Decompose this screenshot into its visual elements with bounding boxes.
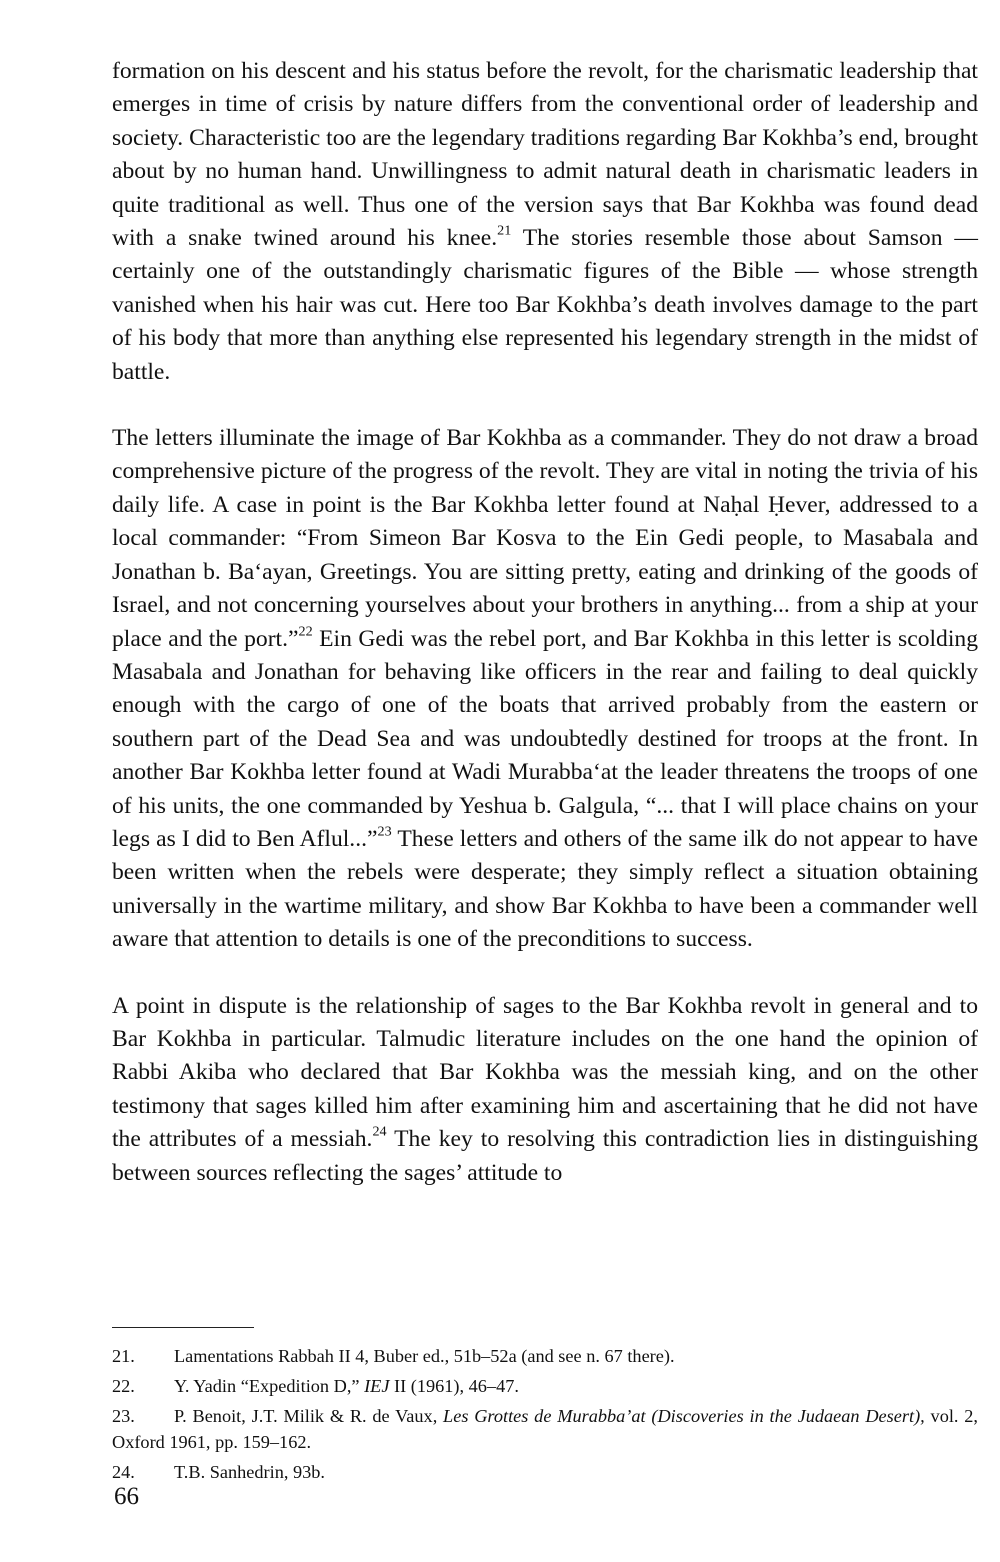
footnote-ref-23[interactable]: 23 xyxy=(377,823,392,840)
footnote-text: Lamentations Rabbah II 4, Buber ed., 51b–52a (and see n. 67 there). xyxy=(174,1346,675,1366)
footnote-number: 22. xyxy=(112,1376,135,1396)
footnote-text: vol. 2, Oxford 1961, pp. 159–162. xyxy=(112,1406,978,1452)
text-run: formation on his descent and his status before the revolt, for the charismatic leadership that emerges in time of crisis by nature differs from the conventional order of leadership and society. Characteristic too are the legendary traditions regarding Bar Kokhba’s end, brought about by no human hand. Unwillingness to admit natural death in charismatic leaders in quite traditional as well. Thus one of the version says that Bar Kokhba was found dead with a snake twined around his knee. xyxy=(112,58,978,252)
main-text xyxy=(112,55,978,1190)
footnote-text: P. Benoit, J.T. Milik & R. de Vaux, xyxy=(174,1406,444,1426)
page-number: 66 xyxy=(114,1483,139,1510)
footnote-text: Y. Yadin “Expedition D,” xyxy=(174,1376,365,1396)
footnote-number: 23. xyxy=(112,1406,135,1426)
journal-title: IEJ xyxy=(364,1376,390,1396)
footnote-text: T.B. Sanhedrin, 93b. xyxy=(174,1462,325,1482)
footnote-number: 24. xyxy=(112,1462,135,1482)
footnote-23 xyxy=(112,1403,978,1455)
text-run: Ein Gedi was the rebel port, and Bar Kokhba in this letter is scolding Masabala and Jonathan for behaving like officers in the rear and failing to deal quickly enough with the cargo of one of the boats that arrived probably from the eastern or southern part of the Dead Sea and was undoubtedly destined for troops at the front. In another Bar Kokhba letter found at Wadi Murabba‘at the leader threatens the troops of one of his units, the one commanded by Yeshua b. Galgula, “... that I will place chains on your legs as I did to Ben Aflul...” xyxy=(112,625,978,852)
footnote-ref-24[interactable]: 24 xyxy=(372,1123,387,1140)
text-run: These letters and others of the same ilk do not appear to have been written when the rebels were desperate; they simply reflect a situation obtaining universally in the wartime military, and show Bar Kokhba to have been a commander well aware that attention to details is one of the preconditions to success. xyxy=(112,825,978,953)
footnotes xyxy=(112,1343,978,1489)
footnote-ref-21[interactable]: 21 xyxy=(497,222,512,239)
footnote-text: II (1961), 46–47. xyxy=(389,1376,519,1396)
text-run: A point in dispute is the relationship of sages to the Bar Kokhba revolt in general and to Bar Kokhba in particular. Talmudic literature includes on the one hand the opinion of Rabbi Akiba who declared that Bar Kokhba was the messiah king, and on the other testimony that sages killed him after examining him and ascertaining that he did not have the attributes of a messiah. xyxy=(112,992,978,1153)
footnote-21 xyxy=(112,1343,978,1369)
footnote-ref-22[interactable]: 22 xyxy=(298,622,313,639)
footnote-divider xyxy=(112,1327,254,1328)
book-title: Les Grottes de Murabba’at (Discoveries in the Judaean Desert), xyxy=(443,1406,925,1426)
text-run: The stories resemble those about Samson — certainly one of the outstandingly charismatic figures of the Bible — whose strength vanished when his hair was cut. Here too Bar Kokhba’s death involves damage to the part of his body that more than anything else represented his legendary strength in the midst of battle. xyxy=(112,225,978,385)
paragraph-1 xyxy=(112,55,978,389)
footnote-number: 21. xyxy=(112,1346,135,1366)
text-run: The key to resolving this contradiction lies in distinguishing between sources reflecting the sages’ attitude to xyxy=(112,1126,978,1186)
text-run: The letters illuminate the image of Bar Kokhba as a commander. They do not draw a broad comprehensive picture of the progress of the revolt. They are vital in noting the trivia of his daily life. A case in point is the Bar Kokhba letter found at Naḥal Ḥever, addressed to a local commander: “From Simeon Bar Kosva to the Ein Gedi people, to Masabala and Jonathan b. Ba‘ayan, Greetings. You are sitting pretty, eating and drinking of the goods of Israel, and not concerning yourselves about your brothers in anything... from a ship at your place and the port.” xyxy=(112,425,978,652)
paragraph-2 xyxy=(112,422,978,957)
footnote-22 xyxy=(112,1373,978,1399)
paragraph-3 xyxy=(112,990,978,1190)
footnote-24 xyxy=(112,1459,978,1485)
